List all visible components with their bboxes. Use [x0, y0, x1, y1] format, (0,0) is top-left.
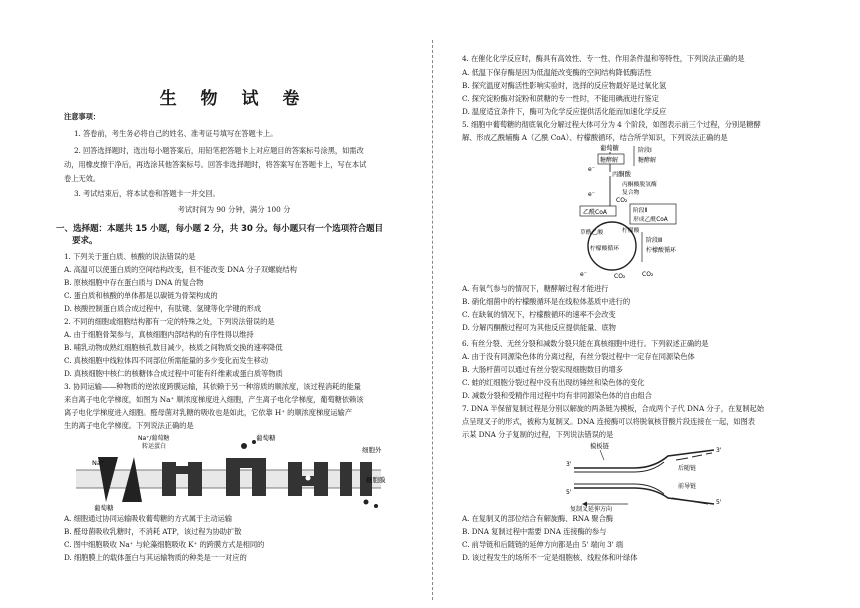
- column-divider: [432, 40, 433, 600]
- q5-stem: 5. 细胞中葡萄糖的彻底氧化分解过程大体可分为 4 个阶段，如图表示前三个过程，分别是糖酵: [462, 120, 761, 129]
- q2-option-d: D. 真核细胞中核仁的核糖体合成过程中可能有纤维素或蛋白质等物质: [64, 369, 283, 378]
- three-prime-label: 3': [716, 447, 722, 454]
- glucose-molecule: [241, 443, 247, 449]
- q1-option-a: A. 高温可以使蛋白质的空间结构改变，但不能改变 DNA 分子双螺旋结构: [64, 265, 297, 274]
- glucose-bottom-label: 葡萄糖: [94, 504, 114, 512]
- co2-label: CO₂: [614, 273, 626, 280]
- q1-stem: 1. 下列关于蛋白质、核酸的说法错误的是: [64, 252, 196, 261]
- q7-option-c: C. 前导链和后随链的延伸方向都是由 5' 端向 3' 端: [462, 540, 623, 549]
- q3-stem: 来自离子电化学梯度，如图为 Na⁺ 顺浓度梯度进入细胞，产生离子电化学梯度，葡萄糖依赖该: [64, 395, 364, 404]
- lagging-label: 后随链: [678, 465, 697, 472]
- notes-line: 动，用橡皮擦干净后，再选涂其他答案标号。回答非选择题时，将答案写在答题卡上，写在本试: [64, 160, 367, 169]
- q7-option-d: D. 该过程发生的场所不一定是细胞核、线粒体和叶绿体: [462, 553, 638, 562]
- co2-label: CO₂: [642, 271, 654, 278]
- complex-label-2: 复合物: [622, 190, 640, 196]
- template-label: 模板链: [590, 443, 609, 450]
- q4-option-c: C. 探究淀粉酶对淀粉和蔗糖的专一性时，不能用碘液进行鉴定: [462, 94, 659, 103]
- q2-option-a: A. 由于细胞骨架参与，真核细胞内部结构的有序性得以维持: [64, 330, 254, 339]
- five-prime-label: 5': [566, 489, 572, 496]
- notes-line: 卷上无效。: [64, 174, 100, 183]
- q2-option-b: B. 哺乳动物成熟红细胞核孔数目减少，核质之间物质交换的速率降低: [64, 343, 283, 352]
- e-label: e⁻: [588, 166, 595, 173]
- glucose-node: 葡萄糖: [600, 145, 619, 152]
- direction-label: 复制叉延伸方向: [570, 506, 613, 512]
- q7-option-a: A. 在复制叉的部位结合有解旋酶、RNA 聚合酶: [462, 514, 614, 523]
- q6-option-c: C. 蛙的红细胞分裂过程中没有出现纺锤丝和染色体的变化: [462, 378, 645, 387]
- exam-time: 考试时间为 90 分钟，满分 100 分: [177, 205, 291, 214]
- q5-option-a: A. 有氧气参与的情况下，糖酵解过程才能进行: [462, 284, 609, 293]
- q3-option-c: C. 图中细胞吸收 Na⁺ 与轮藻细胞吸收 K⁺ 的跨膜方式是相同的: [64, 540, 265, 549]
- q5-option-b: B. 硝化细菌中的柠檬酸循环是在线粒体基质中进行的: [462, 297, 631, 306]
- q3-option-a: A. 细胞通过协同运输吸收葡萄糖的方式属于主动运输: [64, 514, 232, 523]
- q7-replication-diagram: [564, 440, 734, 512]
- complex-label-1: 丙酮酸脱氢酶: [622, 182, 657, 188]
- e-label: e⁻: [588, 191, 595, 198]
- glucose-label: 葡萄糖: [256, 434, 276, 442]
- q7-option-b: B. DNA 复制过程中需要 DNA 连接酶的参与: [462, 527, 607, 536]
- five-prime-label: 5': [716, 499, 722, 506]
- leading-segment: [672, 498, 708, 504]
- section-heading-cont: 要求。: [72, 236, 98, 246]
- q1-option-d: D. 核酸控制蛋白质合成过程中，有肽键、氢键等化学键的形成: [64, 304, 262, 313]
- released-molecule: [374, 504, 378, 508]
- stage1-label: 阶段Ⅰ: [638, 147, 652, 154]
- q7-stem: 点呈现叉子的形式，被称为复制叉。DNA 连接酶可以将脱氧核苷酸片段连接在一起，如图表: [462, 417, 755, 426]
- q3-option-b: B. 醛母菌吸收乳糖时，不消耗 ATP，该过程为协助扩散: [64, 527, 242, 536]
- q4-option-b: B. 探究温度对酶活性影响实验时，选择的反应物最好是过氧化氢: [462, 81, 667, 90]
- q5-stem: 解、形成乙酰辅酶 A（乙酰 CoA）、柠檬酸循环，结合所学知识，下列说法正确的是: [462, 133, 728, 142]
- released-molecule: [364, 500, 369, 505]
- q5-option-c: C. 在缺氧的情况下，柠檬酸循环的速率不会改变: [462, 310, 616, 319]
- stage2-name: 形成乙酰CoA: [633, 217, 668, 223]
- q1-option-c: C. 蛋白质和核酸的单体都是以碳链为骨架构成的: [64, 291, 218, 300]
- stage3-label: 阶段Ⅲ: [646, 237, 663, 244]
- stage3-name: 柠檬酸循环: [646, 247, 677, 254]
- section-heading: 一、选择题：本题共 15 小题，每小题 2 分，共 30 分。每小题只有一个选项符合题目: [56, 224, 384, 234]
- q6-option-b: B. 大肠杆菌可以通过有丝分裂实现细胞数目的增多: [462, 365, 623, 374]
- notes-heading: 注意事项：: [64, 112, 100, 121]
- glycolysis-box-label: 糖酵解: [600, 157, 619, 164]
- cycle-label: 柠檬酸循环: [590, 246, 619, 252]
- q2-option-c: C. 真核细胞中线粒体四不同部位所需能量的多少变化而发生移动: [64, 356, 268, 365]
- transporter-label: [138, 434, 171, 450]
- new-strand-top: [574, 462, 664, 472]
- leading-label: 前导链: [678, 483, 697, 490]
- q5-option-d: D. 分解丙酮酸过程可为其他反应提供能量、底物: [462, 323, 616, 332]
- q3-stem: 离子电化学梯度进入细胞。醛母菌对乳糖的吸收也是如此，它依靠 H⁺ 的顺浓度梯度运输产: [64, 408, 352, 417]
- q4-option-a: A. 低温下保存酶是因为低温能改变酶的空间结构降低酶活性: [462, 68, 652, 77]
- q5-respiration-diagram: [578, 142, 728, 282]
- q3-option-d: D. 细胞膜上的载体蛋白与其运输物质的种类是一一对应的: [64, 553, 247, 562]
- co2-label: CO₂: [616, 197, 628, 204]
- q1-option-b: B. 原核细胞中存在蛋白质与 DNA 的复合物: [64, 278, 204, 287]
- citrate-label: 柠檬酸: [622, 228, 640, 234]
- membrane-label: 细胞膜: [366, 476, 386, 484]
- notes-line: 3. 考试结束后，将本试卷和答题卡一并交回。: [74, 189, 220, 198]
- q6-option-a: A. 由于没有同源染色体的分离过程，有丝分裂过程中一定存在同源染色体: [462, 352, 695, 361]
- transporter-label-line1: Na⁺/葡萄糖: [138, 435, 170, 442]
- stage1-name: 糖酵解: [638, 157, 657, 164]
- pyruvate-node: 丙酮酸: [612, 171, 631, 178]
- transporter-protein-3: [288, 462, 328, 496]
- q3-transport-diagram: [76, 432, 396, 512]
- q3-stem: 生的离子电化学梯度。下列说法正确的是: [64, 421, 194, 430]
- q3-stem: 3. 协同运输——种物质的逆浓度跨膜运输，其依赖于另一种溶质的顺浓度，该过程消耗的能量: [64, 382, 361, 391]
- q4-option-d: D. 温度适宜条件下，酶可为化学反应提供活化能而加速化学反应: [462, 107, 667, 116]
- na-label: Na⁺: [92, 459, 105, 467]
- q6-stem: 6. 有丝分裂、无丝分裂和减数分裂只能在真核细胞中进行。下列叙述正确的是: [462, 339, 709, 348]
- q4-stem: 4. 在催化化学反应时，酶具有高效性、专一性、作用条件温和等特性，下列说法正确的是: [462, 54, 745, 63]
- outside-label: 细胞外: [362, 446, 382, 454]
- q2-stem: 2. 不同的细胞或细胞结构都有一定的特殊之处，下列说法错误的是: [64, 317, 275, 326]
- page-title: 生 物 试 卷: [159, 89, 309, 109]
- e-label: e⁻: [580, 271, 587, 278]
- q7-stem: 7. DNA 半保留复制过程是分别以解旋的两条链为模板，合成两个子代 DNA 分子，在复制起始: [462, 404, 764, 413]
- q6-option-d: D. 减数分裂和受精作用过程中均有非同源染色体的自由组合: [462, 391, 652, 400]
- transporter-label-line2: 转运蛋白: [142, 443, 167, 450]
- acetylcoa-label: 乙酰CoA: [583, 209, 607, 216]
- pointer-line: [600, 450, 604, 460]
- three-prime-label: 3': [566, 461, 572, 468]
- q7-stem: 示某 DNA 分子复制的过程，下列说法错误的是: [462, 430, 614, 439]
- notes-line: 1. 答卷前，考生务必将自己的姓名、准考证号填写在答题卡上。: [74, 129, 278, 138]
- notes-line: 2. 回答选择题时，选出每小题答案后，用铅笔把答题卡上对应题目的答案标号涂黑，如需改: [74, 146, 364, 155]
- oaa-label: 草酰乙酸: [580, 230, 604, 236]
- new-strand-bottom: [574, 484, 664, 494]
- glucose-molecule: [306, 476, 311, 481]
- stage2-label: 阶段Ⅱ: [633, 208, 648, 214]
